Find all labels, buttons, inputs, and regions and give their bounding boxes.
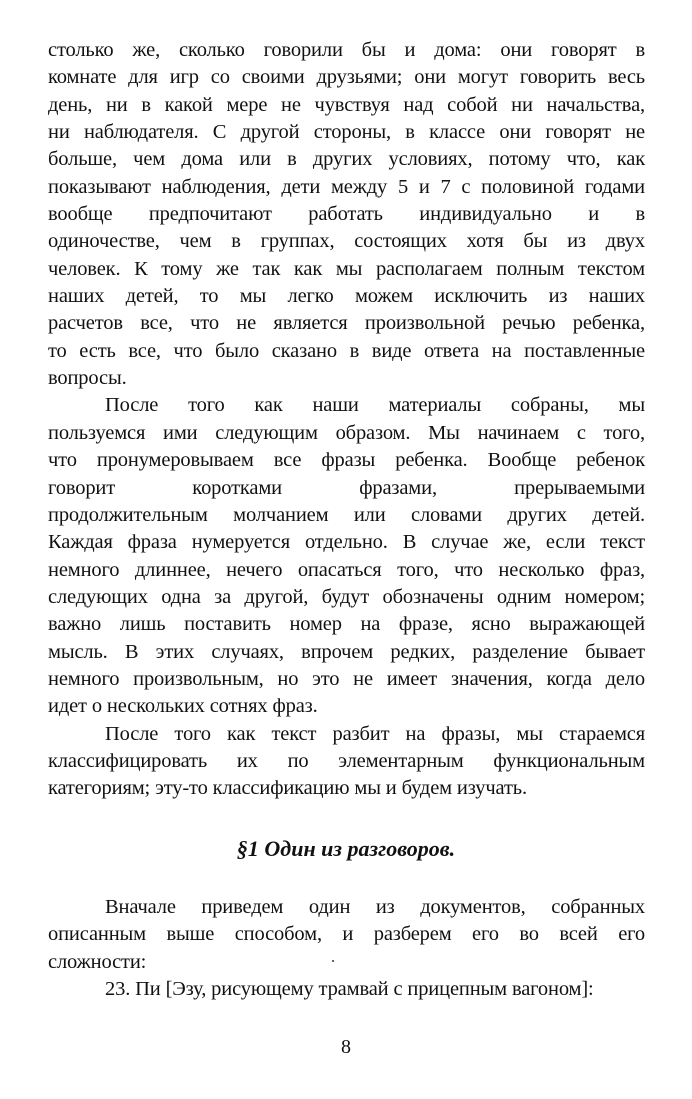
text-line: что пронумеровываем все фразы ребенка. Вообще ребенок bbox=[48, 449, 645, 472]
text-line: сложности: bbox=[48, 950, 147, 973]
text-line: 23. Пи [Эзу, рисующему трамвай с прицепным вагоном]: bbox=[105, 978, 594, 1001]
text-line: Вначале приведем один из документов, собранных bbox=[105, 896, 645, 918]
text-line: немного произвольным, но это не имеет значения, когда дело bbox=[48, 667, 645, 690]
text-line: наших детей, то мы легко можем исключить из наших bbox=[48, 285, 645, 308]
text-line: мысль. В этих случаях, впрочем редких, разделение бывает bbox=[48, 640, 645, 663]
page-body-top bbox=[48, 37, 645, 803]
text-line: говорит коротками фразами, прерываемыми bbox=[48, 476, 645, 499]
text-line: классифицировать их по элементарным функциональным bbox=[48, 749, 645, 772]
text-line: После того как наши материалы собраны, мы bbox=[105, 394, 645, 417]
paragraph-1 bbox=[48, 37, 645, 392]
text-line: вопросы. bbox=[48, 367, 127, 390]
text-line: описанным выше способом, и разберем его во всей его bbox=[48, 923, 645, 946]
section-heading: §1 Один из разговоров. bbox=[236, 836, 456, 861]
text-line: пользуемся ими следующим образом. Мы начинаем с того, bbox=[48, 421, 645, 444]
text-line: день, ни в какой мере не чувствуя над собой ни начальства, bbox=[48, 93, 645, 116]
paragraph-5 bbox=[48, 976, 645, 1003]
text-line: важно лишь поставить номер на фразе, ясно выражающей bbox=[48, 613, 645, 636]
paragraph-4 bbox=[48, 894, 645, 976]
text-line: одиночестве, чем в группах, состоящих хотя бы из двух bbox=[48, 230, 645, 253]
text-line: человек. К тому же так как мы располагаем полным текстом bbox=[48, 257, 645, 280]
text-line: категориям; эту-то классификацию мы и будем изучать. bbox=[48, 777, 527, 800]
text-line: ни наблюдателя. С другой стороны, в классе они говорят не bbox=[48, 121, 645, 144]
text-line: идет о нескольких сотнях фраз. bbox=[48, 695, 318, 718]
text-line: столько же, сколько говорили бы и дома: они говорят в bbox=[48, 39, 645, 61]
page-number: 8 bbox=[341, 1036, 351, 1058]
text-line: больше, чем дома или в других условиях, потому что, как bbox=[48, 148, 645, 171]
paragraph-2 bbox=[48, 392, 645, 720]
text-line: расчетов все, что не является произвольной речью ребенка, bbox=[48, 312, 645, 335]
scan-speck bbox=[332, 960, 334, 962]
text-line: Каждая фраза нумеруется отдельно. В случае же, если текст bbox=[48, 531, 645, 554]
page-body-bottom bbox=[48, 894, 645, 1003]
text-line: комнате для игр со своими друзьями; они могут говорить весь bbox=[48, 66, 645, 89]
text-line: показывают наблюдения, дети между 5 и 7 с половиной годами bbox=[48, 175, 645, 198]
text-line: немного длиннее, нечего опасаться того, что несколько фраз, bbox=[48, 558, 645, 581]
text-line: После того как текст разбит на фразы, мы стараемся bbox=[105, 722, 645, 745]
text-line: то есть все, что было сказано в виде ответа на поставленные bbox=[48, 339, 645, 362]
text-line: вообще предпочитают работать индивидуально и в bbox=[48, 203, 645, 226]
paragraph-3 bbox=[48, 721, 645, 803]
text-line: следующих одна за другой, будут обозначены одним номером; bbox=[48, 585, 645, 608]
text-line: продолжительным молчанием или словами других детей. bbox=[48, 503, 645, 526]
